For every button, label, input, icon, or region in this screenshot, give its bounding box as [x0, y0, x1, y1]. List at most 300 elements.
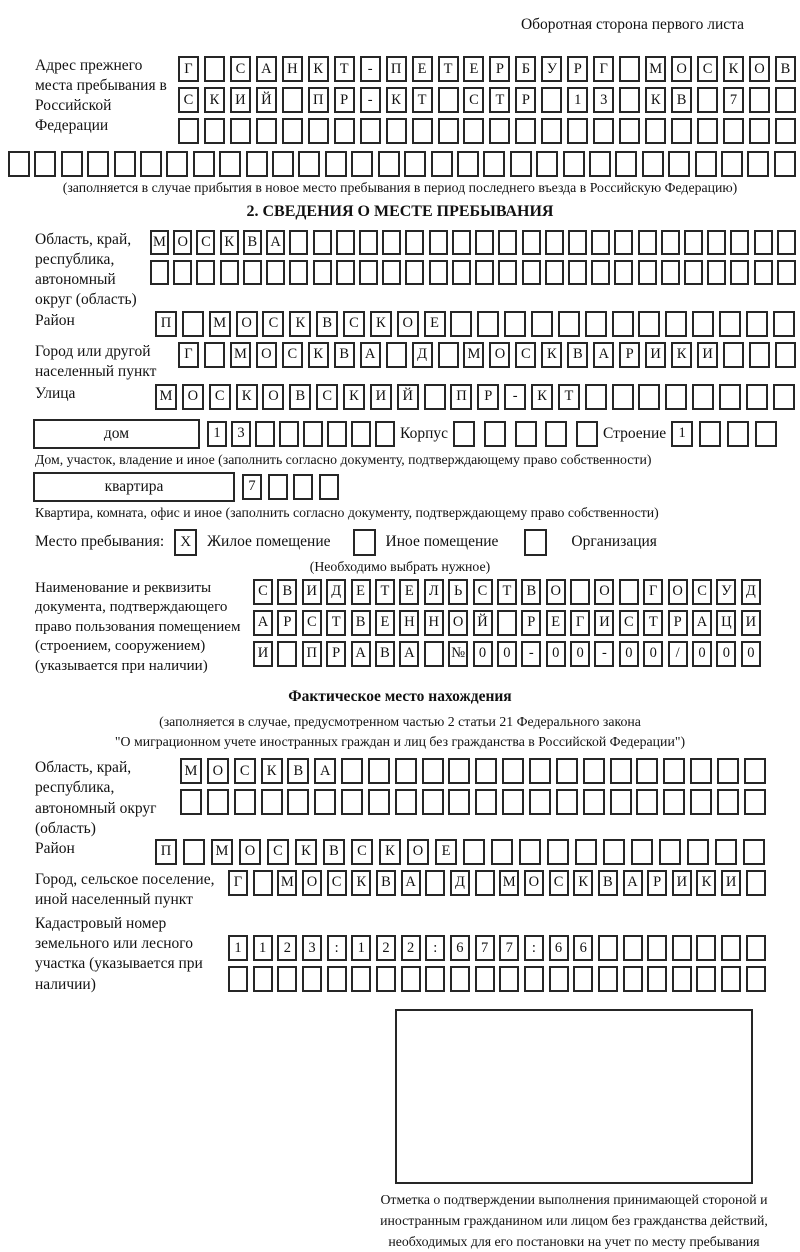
char-box[interactable]: Г — [570, 610, 590, 636]
char-box[interactable] — [568, 230, 587, 255]
char-box[interactable] — [438, 342, 459, 368]
char-box[interactable]: В — [375, 641, 395, 667]
char-box[interactable]: С — [692, 579, 712, 605]
char-box[interactable] — [610, 758, 632, 784]
char-box[interactable] — [671, 118, 692, 144]
char-box[interactable] — [484, 421, 506, 447]
char-box[interactable] — [699, 421, 721, 447]
char-box[interactable] — [775, 118, 796, 144]
char-box[interactable]: А — [266, 230, 285, 255]
char-box[interactable] — [563, 151, 585, 177]
char-box[interactable] — [375, 421, 395, 447]
char-box[interactable] — [690, 789, 712, 815]
char-box[interactable] — [659, 839, 681, 865]
char-box[interactable]: П — [155, 839, 177, 865]
char-box[interactable] — [424, 384, 446, 410]
char-box[interactable]: К — [308, 342, 329, 368]
char-box[interactable] — [749, 118, 770, 144]
char-box[interactable]: О — [262, 384, 284, 410]
char-box[interactable]: Т — [489, 87, 510, 113]
char-box[interactable]: И — [697, 342, 718, 368]
char-box[interactable] — [524, 966, 544, 992]
house-type-box[interactable]: дом — [33, 419, 200, 449]
char-box[interactable] — [749, 342, 770, 368]
char-box[interactable] — [775, 87, 796, 113]
apartment-type-box[interactable]: квартира — [33, 472, 235, 502]
prev-address-row-2[interactable] — [178, 87, 796, 113]
char-box[interactable] — [341, 758, 363, 784]
char-box[interactable] — [314, 789, 336, 815]
char-box[interactable] — [452, 260, 471, 285]
char-box[interactable] — [234, 789, 256, 815]
char-box[interactable] — [498, 260, 517, 285]
char-box[interactable] — [668, 151, 690, 177]
char-box[interactable] — [450, 966, 470, 992]
char-box[interactable]: В — [277, 579, 297, 605]
char-box[interactable]: Г — [643, 579, 663, 605]
char-box[interactable] — [723, 342, 744, 368]
char-box[interactable] — [721, 935, 741, 961]
stay-type-checkbox-residential[interactable]: X — [174, 529, 197, 556]
char-box[interactable] — [774, 151, 796, 177]
char-box[interactable] — [583, 789, 605, 815]
char-box[interactable]: К — [379, 839, 401, 865]
char-box[interactable]: О — [173, 230, 192, 255]
char-box[interactable] — [614, 260, 633, 285]
char-box[interactable] — [589, 151, 611, 177]
char-box[interactable] — [368, 789, 390, 815]
char-box[interactable] — [228, 966, 248, 992]
char-box[interactable]: А — [593, 342, 614, 368]
char-box[interactable] — [583, 758, 605, 784]
char-box[interactable]: О — [594, 579, 614, 605]
char-box[interactable] — [183, 839, 205, 865]
char-box[interactable] — [429, 230, 448, 255]
stroenie-row[interactable] — [671, 421, 777, 447]
char-box[interactable]: В — [598, 870, 618, 896]
char-box[interactable] — [638, 230, 657, 255]
char-box[interactable] — [114, 151, 136, 177]
char-box[interactable]: О — [448, 610, 468, 636]
char-box[interactable] — [665, 384, 687, 410]
char-box[interactable] — [477, 311, 499, 337]
char-box[interactable]: Р — [477, 384, 499, 410]
char-box[interactable] — [504, 311, 526, 337]
char-box[interactable]: - — [360, 56, 381, 82]
char-box[interactable] — [502, 758, 524, 784]
char-box[interactable] — [87, 151, 109, 177]
char-box[interactable] — [256, 118, 277, 144]
char-box[interactable]: : — [327, 935, 347, 961]
char-box[interactable] — [193, 151, 215, 177]
char-box[interactable] — [498, 230, 517, 255]
char-box[interactable]: В — [671, 87, 692, 113]
char-box[interactable]: О — [239, 839, 261, 865]
char-box[interactable] — [754, 260, 773, 285]
char-box[interactable] — [672, 935, 692, 961]
char-box[interactable]: Б — [515, 56, 536, 82]
char-box[interactable]: 7 — [475, 935, 495, 961]
char-box[interactable] — [277, 641, 297, 667]
char-box[interactable] — [376, 966, 396, 992]
char-box[interactable]: С — [302, 610, 322, 636]
char-box[interactable] — [336, 260, 355, 285]
prev-address-row-4[interactable] — [8, 151, 796, 177]
char-box[interactable]: С — [282, 342, 303, 368]
char-box[interactable]: 0 — [692, 641, 712, 667]
char-box[interactable] — [746, 935, 766, 961]
char-box[interactable]: : — [425, 935, 445, 961]
char-box[interactable] — [598, 935, 618, 961]
char-box[interactable]: В — [521, 579, 541, 605]
char-box[interactable]: Т — [643, 610, 663, 636]
apartment-number-row[interactable] — [242, 474, 339, 500]
char-box[interactable]: О — [546, 579, 566, 605]
char-box[interactable]: В — [567, 342, 588, 368]
char-box[interactable]: 0 — [716, 641, 736, 667]
char-box[interactable]: Й — [473, 610, 493, 636]
char-box[interactable] — [773, 311, 795, 337]
char-box[interactable] — [425, 966, 445, 992]
char-box[interactable] — [489, 118, 510, 144]
char-box[interactable] — [545, 421, 567, 447]
char-box[interactable]: А — [256, 56, 277, 82]
char-box[interactable]: Е — [463, 56, 484, 82]
char-box[interactable] — [690, 758, 712, 784]
cadastral-row-1[interactable] — [228, 935, 766, 961]
char-box[interactable] — [585, 311, 607, 337]
char-box[interactable] — [568, 260, 587, 285]
char-box[interactable] — [319, 474, 339, 500]
char-box[interactable] — [510, 151, 532, 177]
char-box[interactable] — [277, 966, 297, 992]
char-box[interactable] — [777, 260, 796, 285]
char-box[interactable]: В — [351, 610, 371, 636]
char-box[interactable] — [475, 789, 497, 815]
char-box[interactable]: Д — [741, 579, 761, 605]
char-box[interactable]: О — [749, 56, 770, 82]
char-box[interactable] — [591, 260, 610, 285]
char-box[interactable] — [522, 230, 541, 255]
char-box[interactable] — [647, 935, 667, 961]
char-box[interactable] — [395, 758, 417, 784]
char-box[interactable]: Р — [647, 870, 667, 896]
char-box[interactable] — [638, 260, 657, 285]
char-box[interactable]: К — [261, 758, 283, 784]
char-box[interactable]: Ь — [448, 579, 468, 605]
char-box[interactable] — [684, 230, 703, 255]
char-box[interactable] — [405, 260, 424, 285]
char-box[interactable]: А — [692, 610, 712, 636]
char-box[interactable] — [692, 311, 714, 337]
char-box[interactable] — [448, 789, 470, 815]
char-box[interactable] — [360, 118, 381, 144]
char-box[interactable] — [744, 789, 766, 815]
char-box[interactable] — [522, 260, 541, 285]
char-box[interactable]: Е — [435, 839, 457, 865]
char-box[interactable] — [463, 839, 485, 865]
char-box[interactable] — [178, 118, 199, 144]
char-box[interactable]: В — [287, 758, 309, 784]
char-box[interactable] — [515, 118, 536, 144]
char-box[interactable] — [268, 474, 288, 500]
char-box[interactable] — [463, 118, 484, 144]
char-box[interactable] — [636, 789, 658, 815]
char-box[interactable]: К — [696, 870, 716, 896]
char-box[interactable]: К — [723, 56, 744, 82]
char-box[interactable]: К — [343, 384, 365, 410]
char-box[interactable] — [721, 151, 743, 177]
char-box[interactable]: - — [504, 384, 526, 410]
char-box[interactable] — [719, 311, 741, 337]
char-box[interactable]: 0 — [619, 641, 639, 667]
char-box[interactable]: К — [204, 87, 225, 113]
char-box[interactable] — [541, 118, 562, 144]
ownership-document-row-1[interactable] — [253, 579, 761, 605]
char-box[interactable]: С — [619, 610, 639, 636]
char-box[interactable] — [279, 421, 299, 447]
char-box[interactable] — [359, 230, 378, 255]
char-box[interactable]: К — [236, 384, 258, 410]
char-box[interactable]: 1 — [253, 935, 273, 961]
char-box[interactable] — [619, 579, 639, 605]
char-box[interactable]: К — [351, 870, 371, 896]
char-box[interactable] — [556, 789, 578, 815]
char-box[interactable]: Н — [282, 56, 303, 82]
char-box[interactable]: О — [256, 342, 277, 368]
char-box[interactable] — [150, 260, 169, 285]
char-box[interactable] — [448, 758, 470, 784]
fact-city-row[interactable] — [228, 870, 766, 896]
char-box[interactable] — [717, 758, 739, 784]
char-box[interactable] — [204, 342, 225, 368]
char-box[interactable] — [272, 151, 294, 177]
char-box[interactable]: 3 — [302, 935, 322, 961]
char-box[interactable] — [378, 151, 400, 177]
char-box[interactable]: К — [541, 342, 562, 368]
char-box[interactable]: О — [671, 56, 692, 82]
char-box[interactable] — [619, 87, 640, 113]
char-box[interactable]: Р — [668, 610, 688, 636]
char-box[interactable]: Е — [399, 579, 419, 605]
char-box[interactable] — [603, 839, 625, 865]
char-box[interactable]: С — [196, 230, 215, 255]
char-box[interactable] — [547, 839, 569, 865]
char-box[interactable]: Р — [567, 56, 588, 82]
char-box[interactable]: С — [178, 87, 199, 113]
char-box[interactable]: А — [253, 610, 273, 636]
char-box[interactable]: Й — [256, 87, 277, 113]
char-box[interactable] — [558, 311, 580, 337]
char-box[interactable] — [612, 384, 634, 410]
char-box[interactable]: М — [463, 342, 484, 368]
char-box[interactable] — [313, 230, 332, 255]
char-box[interactable] — [499, 966, 519, 992]
char-box[interactable]: О — [524, 870, 544, 896]
char-box[interactable] — [777, 230, 796, 255]
char-box[interactable]: 0 — [643, 641, 663, 667]
char-box[interactable]: В — [316, 311, 338, 337]
char-box[interactable] — [545, 230, 564, 255]
char-box[interactable] — [746, 966, 766, 992]
char-box[interactable] — [282, 87, 303, 113]
char-box[interactable] — [661, 260, 680, 285]
char-box[interactable]: Е — [375, 610, 395, 636]
char-box[interactable] — [422, 758, 444, 784]
stay-type-checkbox-other[interactable] — [353, 529, 376, 556]
char-box[interactable]: С — [267, 839, 289, 865]
char-box[interactable]: С — [463, 87, 484, 113]
char-box[interactable] — [687, 839, 709, 865]
char-box[interactable] — [619, 118, 640, 144]
char-box[interactable] — [429, 260, 448, 285]
char-box[interactable] — [475, 870, 495, 896]
char-box[interactable]: К — [220, 230, 239, 255]
char-box[interactable] — [61, 151, 83, 177]
char-box[interactable] — [243, 260, 262, 285]
char-box[interactable]: И — [594, 610, 614, 636]
char-box[interactable] — [545, 260, 564, 285]
char-box[interactable] — [556, 758, 578, 784]
char-box[interactable]: / — [668, 641, 688, 667]
char-box[interactable]: Г — [178, 56, 199, 82]
char-box[interactable]: М — [150, 230, 169, 255]
char-box[interactable] — [536, 151, 558, 177]
char-box[interactable]: К — [289, 311, 311, 337]
char-box[interactable]: 1 — [207, 421, 227, 447]
char-box[interactable]: М — [499, 870, 519, 896]
char-box[interactable]: И — [230, 87, 251, 113]
char-box[interactable] — [614, 230, 633, 255]
char-box[interactable] — [549, 966, 569, 992]
char-box[interactable]: Т — [412, 87, 433, 113]
char-box[interactable] — [615, 151, 637, 177]
char-box[interactable]: П — [450, 384, 472, 410]
char-box[interactable]: Г — [178, 342, 199, 368]
char-box[interactable] — [497, 610, 517, 636]
char-box[interactable]: Е — [412, 56, 433, 82]
char-box[interactable] — [715, 839, 737, 865]
char-box[interactable] — [475, 758, 497, 784]
char-box[interactable]: В — [775, 56, 796, 82]
char-box[interactable] — [266, 260, 285, 285]
char-box[interactable] — [282, 118, 303, 144]
char-box[interactable] — [672, 966, 692, 992]
char-box[interactable]: К — [308, 56, 329, 82]
char-box[interactable]: О — [489, 342, 510, 368]
char-box[interactable] — [749, 87, 770, 113]
char-box[interactable] — [730, 230, 749, 255]
char-box[interactable]: 1 — [228, 935, 248, 961]
char-box[interactable] — [220, 260, 239, 285]
char-box[interactable]: К — [370, 311, 392, 337]
char-box[interactable] — [746, 870, 766, 896]
char-box[interactable] — [431, 151, 453, 177]
char-box[interactable]: В — [323, 839, 345, 865]
char-box[interactable] — [663, 789, 685, 815]
char-box[interactable] — [645, 118, 666, 144]
char-box[interactable] — [610, 789, 632, 815]
char-box[interactable] — [368, 758, 390, 784]
char-box[interactable]: И — [741, 610, 761, 636]
char-box[interactable] — [575, 839, 597, 865]
char-box[interactable] — [453, 421, 475, 447]
korpus-row[interactable] — [453, 421, 598, 447]
char-box[interactable]: Г — [593, 56, 614, 82]
char-box[interactable]: М — [277, 870, 297, 896]
char-box[interactable]: : — [524, 935, 544, 961]
stay-type-checkbox-organization[interactable] — [524, 529, 547, 556]
char-box[interactable] — [327, 966, 347, 992]
char-box[interactable] — [166, 151, 188, 177]
char-box[interactable] — [405, 230, 424, 255]
char-box[interactable] — [475, 230, 494, 255]
char-box[interactable] — [576, 421, 598, 447]
char-box[interactable] — [541, 87, 562, 113]
char-box[interactable]: О — [668, 579, 688, 605]
char-box[interactable] — [696, 935, 716, 961]
char-box[interactable] — [404, 151, 426, 177]
char-box[interactable] — [743, 839, 765, 865]
char-box[interactable] — [638, 311, 660, 337]
house-number-row[interactable] — [207, 421, 395, 447]
char-box[interactable]: П — [302, 641, 322, 667]
char-box[interactable]: Т — [326, 610, 346, 636]
char-box[interactable]: П — [386, 56, 407, 82]
char-box[interactable] — [336, 230, 355, 255]
char-box[interactable]: Р — [521, 610, 541, 636]
char-box[interactable]: Т — [375, 579, 395, 605]
char-box[interactable]: 1 — [351, 935, 371, 961]
char-box[interactable]: М — [645, 56, 666, 82]
char-box[interactable]: 0 — [741, 641, 761, 667]
char-box[interactable] — [382, 230, 401, 255]
char-box[interactable]: О — [207, 758, 229, 784]
char-box[interactable] — [623, 966, 643, 992]
char-box[interactable]: 0 — [546, 641, 566, 667]
fact-district-row[interactable] — [155, 839, 765, 865]
char-box[interactable]: 6 — [450, 935, 470, 961]
char-box[interactable]: Е — [424, 311, 446, 337]
char-box[interactable]: 1 — [671, 421, 693, 447]
char-box[interactable] — [598, 966, 618, 992]
char-box[interactable]: Е — [351, 579, 371, 605]
char-box[interactable] — [255, 421, 275, 447]
char-box[interactable]: Е — [546, 610, 566, 636]
char-box[interactable] — [287, 789, 309, 815]
char-box[interactable] — [519, 839, 541, 865]
char-box[interactable] — [746, 311, 768, 337]
char-box[interactable] — [692, 384, 714, 410]
char-box[interactable] — [591, 230, 610, 255]
char-box[interactable] — [207, 789, 229, 815]
char-box[interactable] — [612, 311, 634, 337]
prev-address-row-1[interactable] — [178, 56, 796, 82]
char-box[interactable] — [695, 151, 717, 177]
char-box[interactable]: П — [155, 311, 177, 337]
char-box[interactable]: 2 — [277, 935, 297, 961]
char-box[interactable]: - — [594, 641, 614, 667]
char-box[interactable] — [289, 260, 308, 285]
char-box[interactable] — [253, 870, 273, 896]
cadastral-row-2[interactable] — [228, 966, 766, 992]
char-box[interactable]: 3 — [231, 421, 251, 447]
char-box[interactable] — [351, 966, 371, 992]
char-box[interactable]: С — [316, 384, 338, 410]
char-box[interactable] — [412, 118, 433, 144]
char-box[interactable]: А — [314, 758, 336, 784]
char-box[interactable]: Д — [326, 579, 346, 605]
